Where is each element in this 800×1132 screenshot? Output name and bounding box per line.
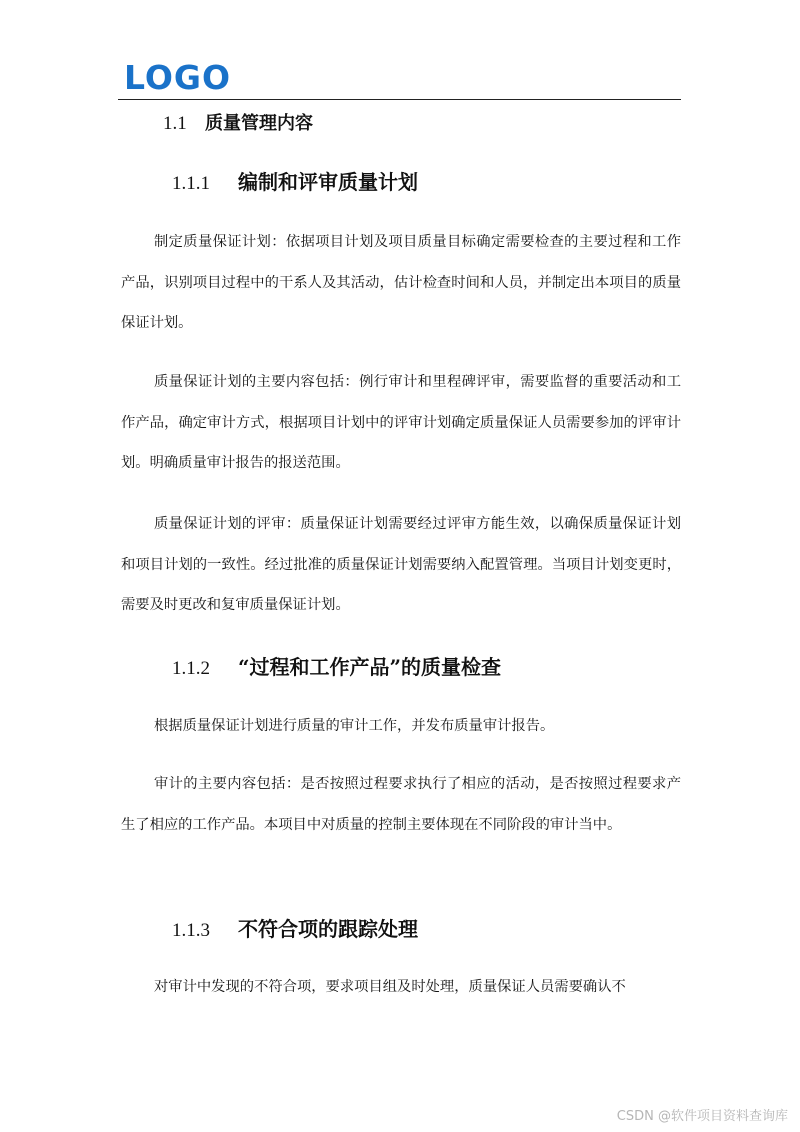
section-title: 编制和评审质量计划 <box>238 170 418 194</box>
section-number: 1.1 <box>163 113 187 134</box>
section-title: 不符合项的跟踪处理 <box>238 917 418 941</box>
paragraph: 审计的主要内容包括：是否按照过程要求执行了相应的活动，是否按照过程要求产生了相应的工作产品。本项目中对质量的控制主要体现在不同阶段的审计当中。 <box>121 776 681 833</box>
section-title: 质量管理内容 <box>205 113 313 134</box>
section-heading-1-1-2 <box>172 652 501 684</box>
paragraph: 质量保证计划的主要内容包括：例行审计和里程碑评审，需要监督的重要活动和工作产品，确定审计方式，根据项目计划中的评审计划确定质量保证人员需要参加的评审计划。明确质量审计报告的报送范围。 <box>121 374 681 471</box>
header-divider <box>118 99 681 100</box>
paragraph: 对审计中发现的不符合项，要求项目组及时处理，质量保证人员需要确认不 <box>154 979 626 995</box>
paragraph: 质量保证计划的评审：质量保证计划需要经过评审方能生效，以确保质量保证计划和项目计划的一致性。经过批准的质量保证计划需要纳入配置管理。当项目计划变更时，需要及时更改和复审质量保证计划。 <box>121 516 681 613</box>
section-number: 1.1.1 <box>172 173 210 194</box>
paragraph: 根据质量保证计划进行质量的审计工作，并发布质量审计报告。 <box>154 718 555 734</box>
watermark: CSDN @软件项目资料查询库 <box>616 1109 788 1124</box>
logo: LOGO <box>124 58 232 97</box>
section-title: “过程和工作产品”的质量检查 <box>238 655 502 679</box>
section-heading-1-1-3 <box>172 914 418 946</box>
section-number: 1.1.3 <box>172 920 210 941</box>
paragraph: 制定质量保证计划：依据项目计划及项目质量目标确定需要检查的主要过程和工作产品，识别项目过程中的干系人及其活动，估计检查时间和人员，并制定出本项目的质量保证计划。 <box>121 234 681 331</box>
section-heading-1-1-1 <box>172 167 418 199</box>
section-heading-1-1 <box>163 110 313 138</box>
section-number: 1.1.2 <box>172 658 210 679</box>
